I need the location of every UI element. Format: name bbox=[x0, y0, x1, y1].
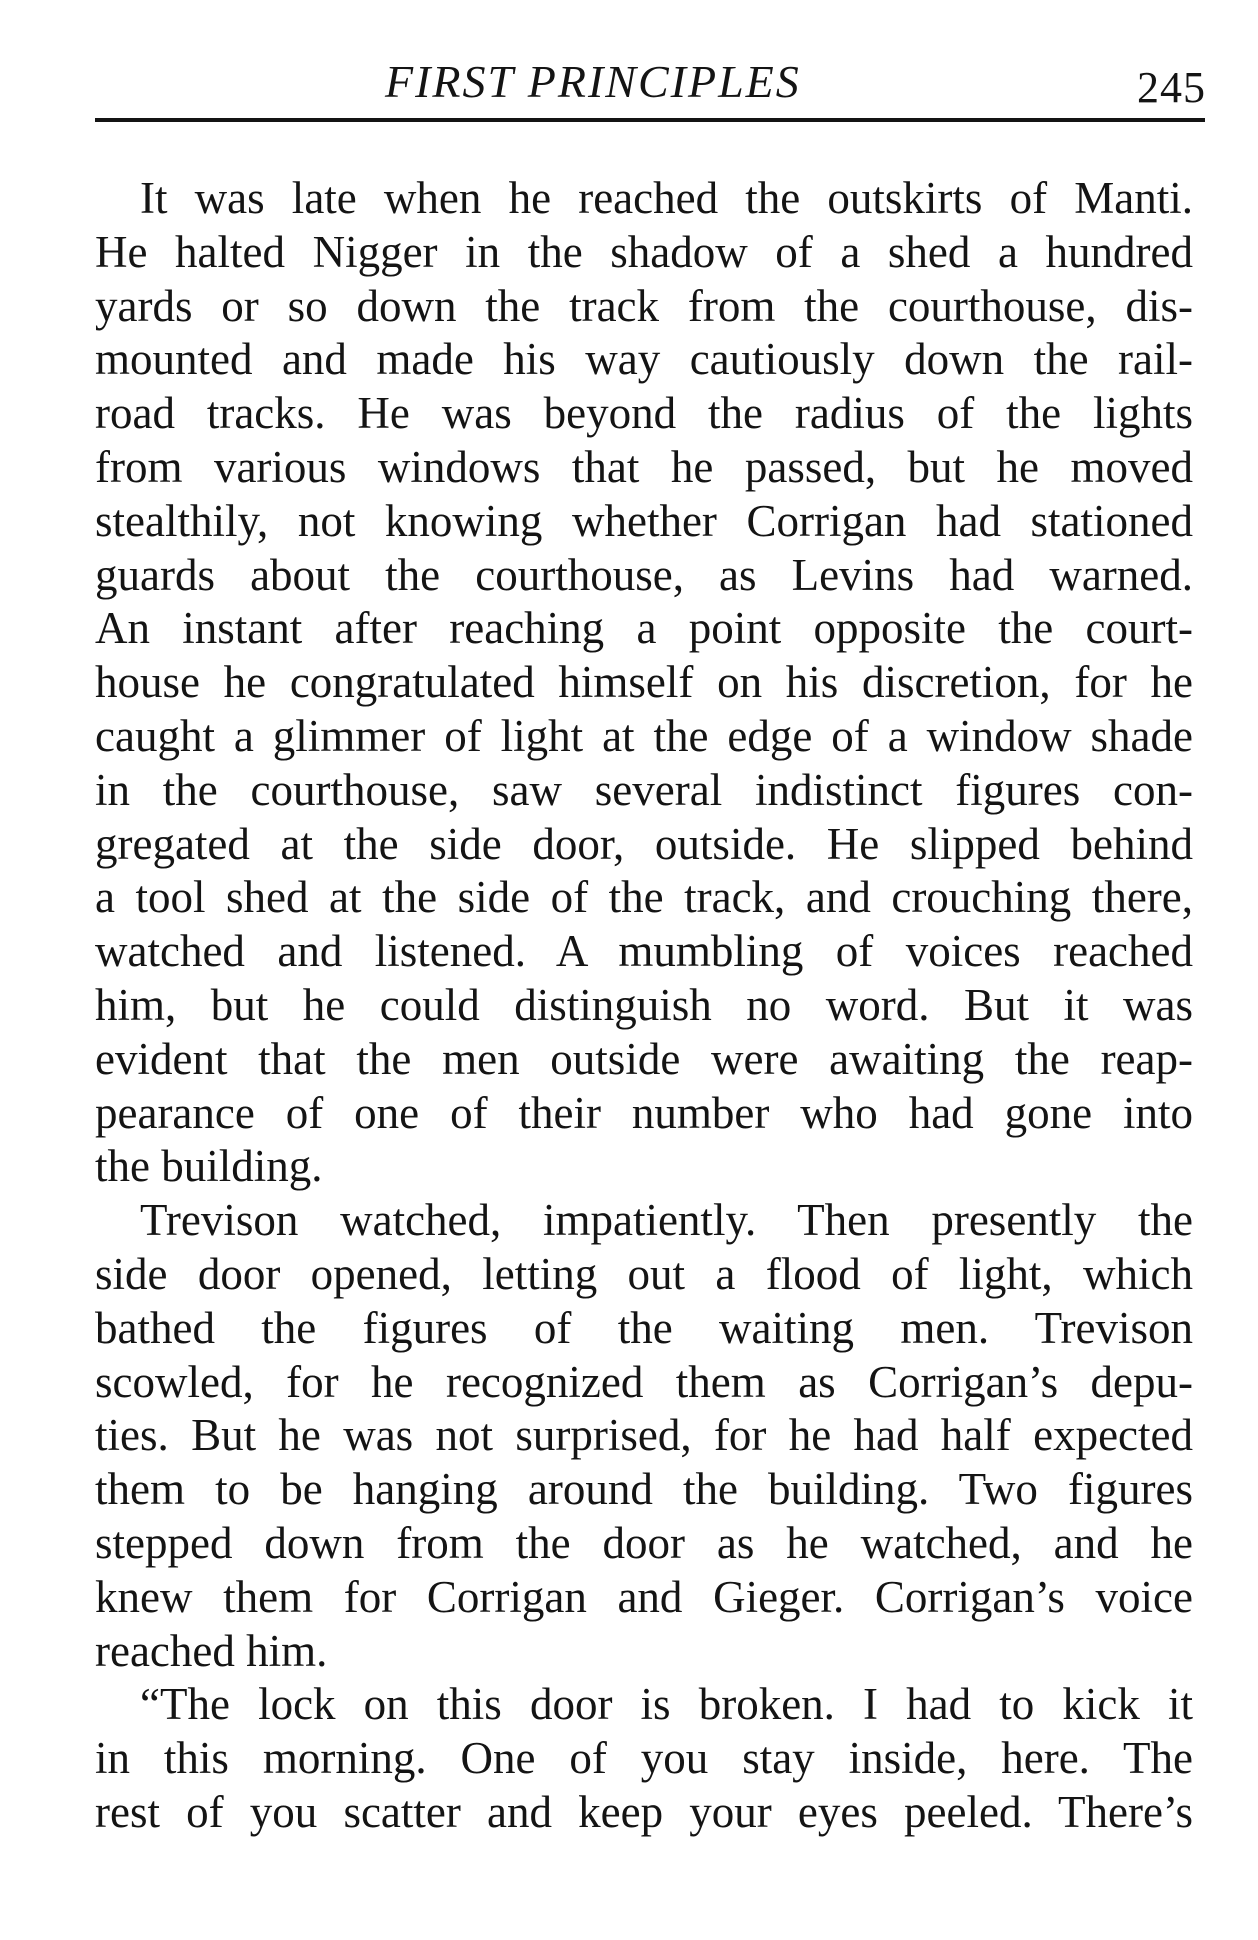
text-line: knew them for Corrigan and Gieger. Corrigan’s voice bbox=[95, 1571, 1193, 1622]
text-line: yards or so down the track from the courthouse, dis- bbox=[95, 280, 1193, 331]
text-line: scowled, for he recognized them as Corrigan’s depu- bbox=[95, 1356, 1193, 1407]
text-line: Trevison watched, impatiently. Then presently the bbox=[140, 1195, 1193, 1246]
header-rule bbox=[95, 118, 1205, 122]
text-line: “The lock on this door is broken. I had to kick it bbox=[140, 1679, 1193, 1730]
text-line: reached him. bbox=[95, 1625, 328, 1676]
text-line: in this morning. One of you stay inside, here. The bbox=[95, 1733, 1193, 1784]
text-line: evident that the men outside were awaiting the reap- bbox=[95, 1033, 1193, 1084]
paragraph-3 bbox=[95, 1678, 1193, 1839]
text-line: the building. bbox=[95, 1141, 323, 1192]
text-line: side door opened, letting out a flood of light, which bbox=[95, 1248, 1193, 1299]
running-head bbox=[95, 54, 1206, 112]
running-title: FIRST PRINCIPLES bbox=[385, 56, 801, 107]
paragraph-1 bbox=[95, 172, 1193, 1194]
text-line: road tracks. He was beyond the radius of the lights bbox=[95, 388, 1193, 439]
text-line: guards about the courthouse, as Levins had warned. bbox=[95, 549, 1193, 600]
text-line: them to be hanging around the building. Two figures bbox=[95, 1464, 1193, 1515]
text-line: him, but he could distinguish no word. But it was bbox=[95, 979, 1193, 1030]
text-line: pearance of one of their number who had gone into bbox=[95, 1087, 1193, 1138]
text-line: He halted Nigger in the shadow of a shed a hundred bbox=[95, 226, 1193, 277]
body-text bbox=[95, 172, 1193, 1840]
text-line: a tool shed at the side of the track, and crouching there, bbox=[95, 872, 1193, 923]
text-line: caught a glimmer of light at the edge of a window shade bbox=[95, 710, 1193, 761]
text-line: gregated at the side door, outside. He slipped behind bbox=[95, 818, 1193, 869]
text-line: rest of you scatter and keep your eyes peeled. There’s bbox=[95, 1786, 1193, 1837]
text-line: It was late when he reached the outskirts of Manti. bbox=[140, 173, 1193, 223]
paragraph-2 bbox=[95, 1194, 1193, 1678]
text-line: An instant after reaching a point opposite the court- bbox=[95, 603, 1193, 654]
text-line: watched and listened. A mumbling of voices reached bbox=[95, 926, 1193, 977]
text-line: stepped down from the door as he watched, and he bbox=[95, 1517, 1193, 1568]
text-line: bathed the figures of the waiting men. Trevison bbox=[95, 1302, 1193, 1353]
page-number: 245 bbox=[1137, 63, 1206, 112]
text-line: mounted and made his way cautiously down the rail- bbox=[95, 334, 1193, 385]
text-line: in the courthouse, saw several indistinct figures con- bbox=[95, 764, 1193, 815]
text-line: ties. But he was not surprised, for he had half expected bbox=[95, 1410, 1193, 1461]
text-line: house he congratulated himself on his discretion, for he bbox=[95, 657, 1193, 708]
text-line: stealthily, not knowing whether Corrigan had stationed bbox=[95, 495, 1193, 546]
text-line: from various windows that he passed, but he moved bbox=[95, 441, 1193, 492]
